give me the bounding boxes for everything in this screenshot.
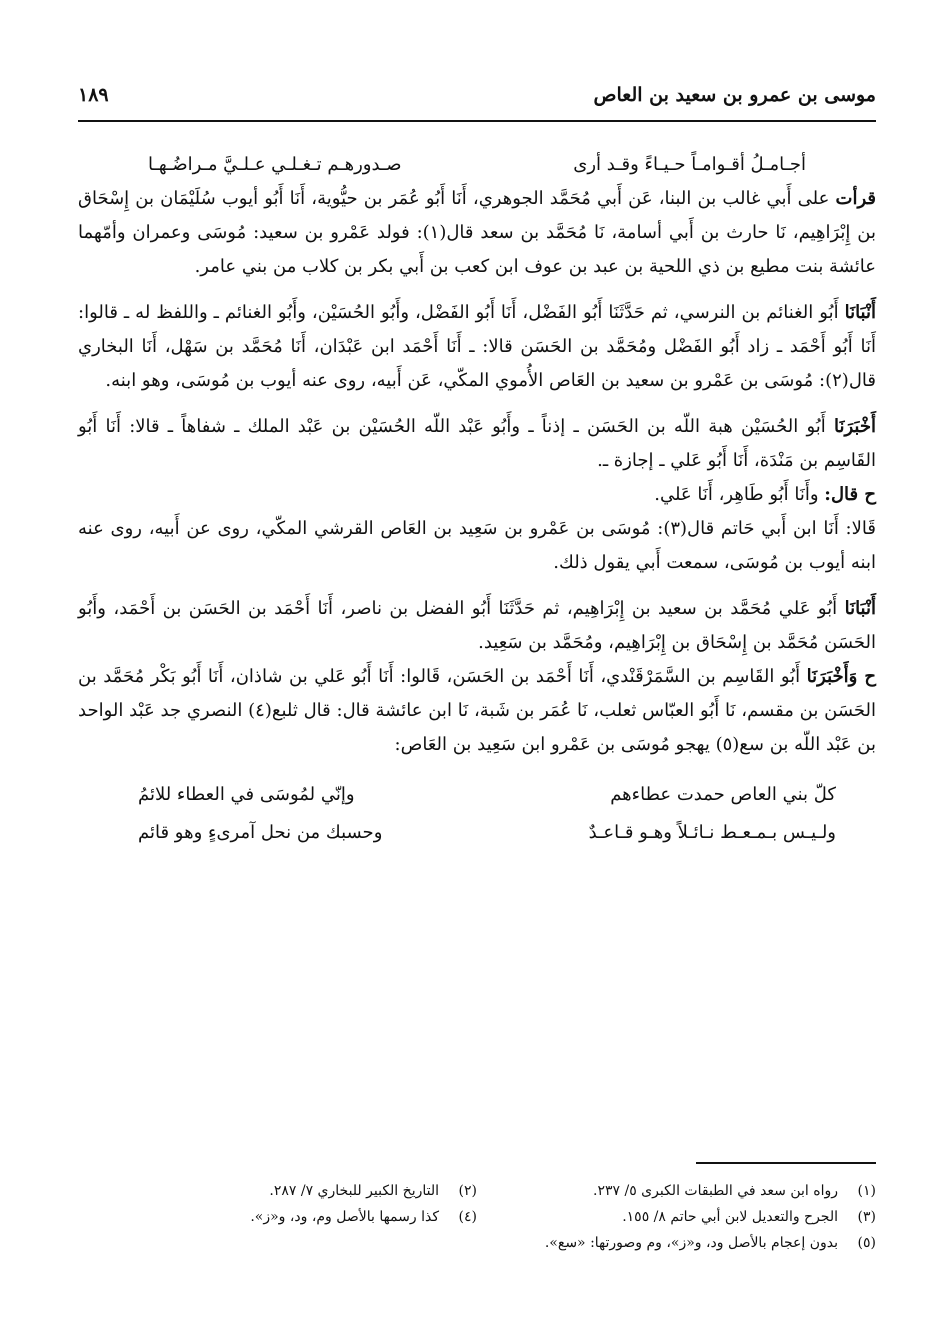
footnote-text: التاريخ الكبير للبخاري ٧/ ٢٨٧. (269, 1183, 439, 1199)
paragraph-text: قَالا: أَنَا ابن أَبي حَاتم قال(٣): مُوسَى بن عَمْرو بن سَعِيد بن العَاص القرشي المكّي، روى عن أَبيه، روى عنه ابنه أيوب بن مُوسَى، سمعت أَبي يقول ذلك. (78, 518, 876, 573)
footnote (78, 1230, 876, 1256)
paragraph-lead: أَنْبَانَا (844, 302, 876, 323)
opening-verse (78, 148, 876, 182)
paragraph-text: أَبُو الحُسَيْن هبة اللّه بن الحَسَن ـ إذناً ـ وأَبُو عَبْد اللّه الحُسَيْن بن عَبْد الملك ـ شفاهاً ـ قالا: أَنَا أَبُو القَاسِم بن مَنْدَة، أَنَا أَبُو عَلي ـ إجازة ـ. (78, 416, 876, 471)
footnote-number: (٤) (458, 1209, 477, 1225)
running-title: موسى بن عمرو بن سعيد بن العاص (593, 84, 876, 106)
footnote-text: كذا رسمها بالأصل وم، ود، و«ز». (250, 1209, 439, 1225)
footnote-text: بدون إعجام بالأصل ود، و«ز»، وم وصورتها: «سع». (544, 1235, 838, 1251)
verse-hemistich-left: صـدورهـم تـغـلـي عـلـيَّ مـراضُـهـا (148, 154, 402, 175)
paragraph-text: أَبُو عَلي مُحَمَّد بن سعيد بن إِبْرَاهِيم، ثم حَدَّثَنَا أَبُو الفضل بن ناصر، أَنَا أَحْمَد بن الحَسَن بن أَحْمَد، وأَبُو الحَسَن مُحَمَّد بن إِسْحَاق بن إِبْرَاهِيم، ومُحَمَّد بن سَعِيد. (78, 598, 876, 653)
footnote-number: (٥) (857, 1235, 876, 1251)
verse-hemistich-left: وإنّي لمُوسَى في العطاء للائمُ (138, 784, 355, 805)
paragraph (78, 478, 876, 512)
paragraph-lead: ح قال: (824, 484, 876, 505)
paragraph (78, 182, 876, 284)
footnote (477, 1204, 876, 1230)
paragraph-lead: أَخْبَرَنَا (834, 416, 876, 437)
paragraph (78, 296, 876, 398)
verse-hemistich-right: أجـامـلُ أقـوامـاً حـيـاءً وقـد أرى (573, 154, 806, 175)
footnote-number: (٣) (857, 1209, 876, 1225)
page-header (78, 80, 876, 122)
verse-hemistich-right: كلّ بني العاص حمدت عطاءهم (610, 784, 836, 805)
footnote (78, 1178, 477, 1204)
paragraph-text: أَبُو الغنائم بن النرسي، ثم حَدَّثَنَا أَبُو الفَضْل، أَنَا أَبُو الفَضْل، وأَبُو الحُسَيْن، وأَبُو الغنائم ـ واللفظ له ـ قالوا: أَنَا أَبُو أَحْمَد ـ زاد أَبُو الفَضْل ومُحَمَّد بن الحَسَن قالا: ـ أَنَا أَحْمَد ابن عَبْدَان، أَنَا مُحَمَّد بن سَهْل، أَنَا البخاري قال(٢): مُوسَى بن عَمْرو بن سعيد بن العَاص الأُموي المكّي، عَن أَبيه، روى عنه أيوب بن مُوسَى، وهو ابنه. (78, 302, 877, 391)
verse-hemistich-left: وحسبك من نحل آمرىءٍ وهو قائم (138, 822, 383, 843)
footnote-number: (١) (857, 1183, 876, 1199)
footnote-number: (٢) (458, 1183, 477, 1199)
footnote-row (78, 1178, 876, 1204)
footnotes (78, 1162, 876, 1256)
footnote-separator (696, 1162, 876, 1164)
verse-line (78, 776, 876, 814)
closing-verses (78, 776, 876, 852)
verse-line (78, 814, 876, 852)
footnote-row (78, 1230, 876, 1256)
paragraph (78, 660, 876, 762)
paragraph (78, 512, 876, 580)
paragraph (78, 410, 876, 478)
verse-hemistich-right: ولـيـس بـمـعـط نـائـلاً وهـو قـاعـدٌ (588, 822, 836, 843)
paragraph-text: وأَنَا أَبُو طَاهِر، أَنَا عَلي. (654, 484, 825, 505)
footnote-text: رواه ابن سعد في الطبقات الكبرى ٥/ ٢٣٧. (593, 1183, 838, 1199)
paragraph-lead: ح وَأَخْبَرَنَا (806, 666, 876, 687)
paragraph-text: على أَبي غالب بن البنا، عَن أَبي مُحَمَّد الجوهري، أَنَا أَبُو عُمَر بن حيُّوية، أَنَا أَبُو أيوب سُلَيْمَان بن إِسْحَاق بن إِبْرَاهِيم، نَا حارث بن أَبي أسامة، نَا مُحَمَّد بن سعد قال(١): فولد عَمْرو بن سعيد: مُوسَى وعمران وأمّهما عائشة بنت مطيع بن ذي اللحية بن عبد بن عوف ابن كعب بن أَبي بكر بن كلاب من بني عامر. (78, 188, 876, 277)
main-text (78, 148, 876, 852)
footnote-row (78, 1204, 876, 1230)
paragraph-lead: قرأت (835, 188, 876, 209)
paragraph-lead: أَنْبَانَا (844, 598, 876, 619)
paragraph-text: أَبُو القَاسِم بن السَّمَرْقَنْدي، أَنَا أَحْمَد بن الحَسَن، قَالوا: أَنَا أَبُو عَلي بن شاذان، أَنَا أَبُو بَكْر مُحَمَّد بن الحَسَن بن مقسم، نَا أَبُو العبّاس ثعلب، نَا عُمَر بن شَبة، نَا ابن عائشة قال: قال ثلبع(٤) النصري جد عَبْد الواحد بن عَبْد اللّه بن سع(٥) يهجو مُوسَى بن عَمْرو ابن سَعِيد بن العَاص: (78, 666, 876, 755)
footnote-text: الجرح والتعديل لابن أبي حاتم ٨/ ١٥٥. (622, 1209, 838, 1225)
footnote (78, 1204, 477, 1230)
paragraph (78, 592, 876, 660)
footnote (477, 1178, 876, 1204)
page-number: ١٨٩ (78, 84, 109, 106)
